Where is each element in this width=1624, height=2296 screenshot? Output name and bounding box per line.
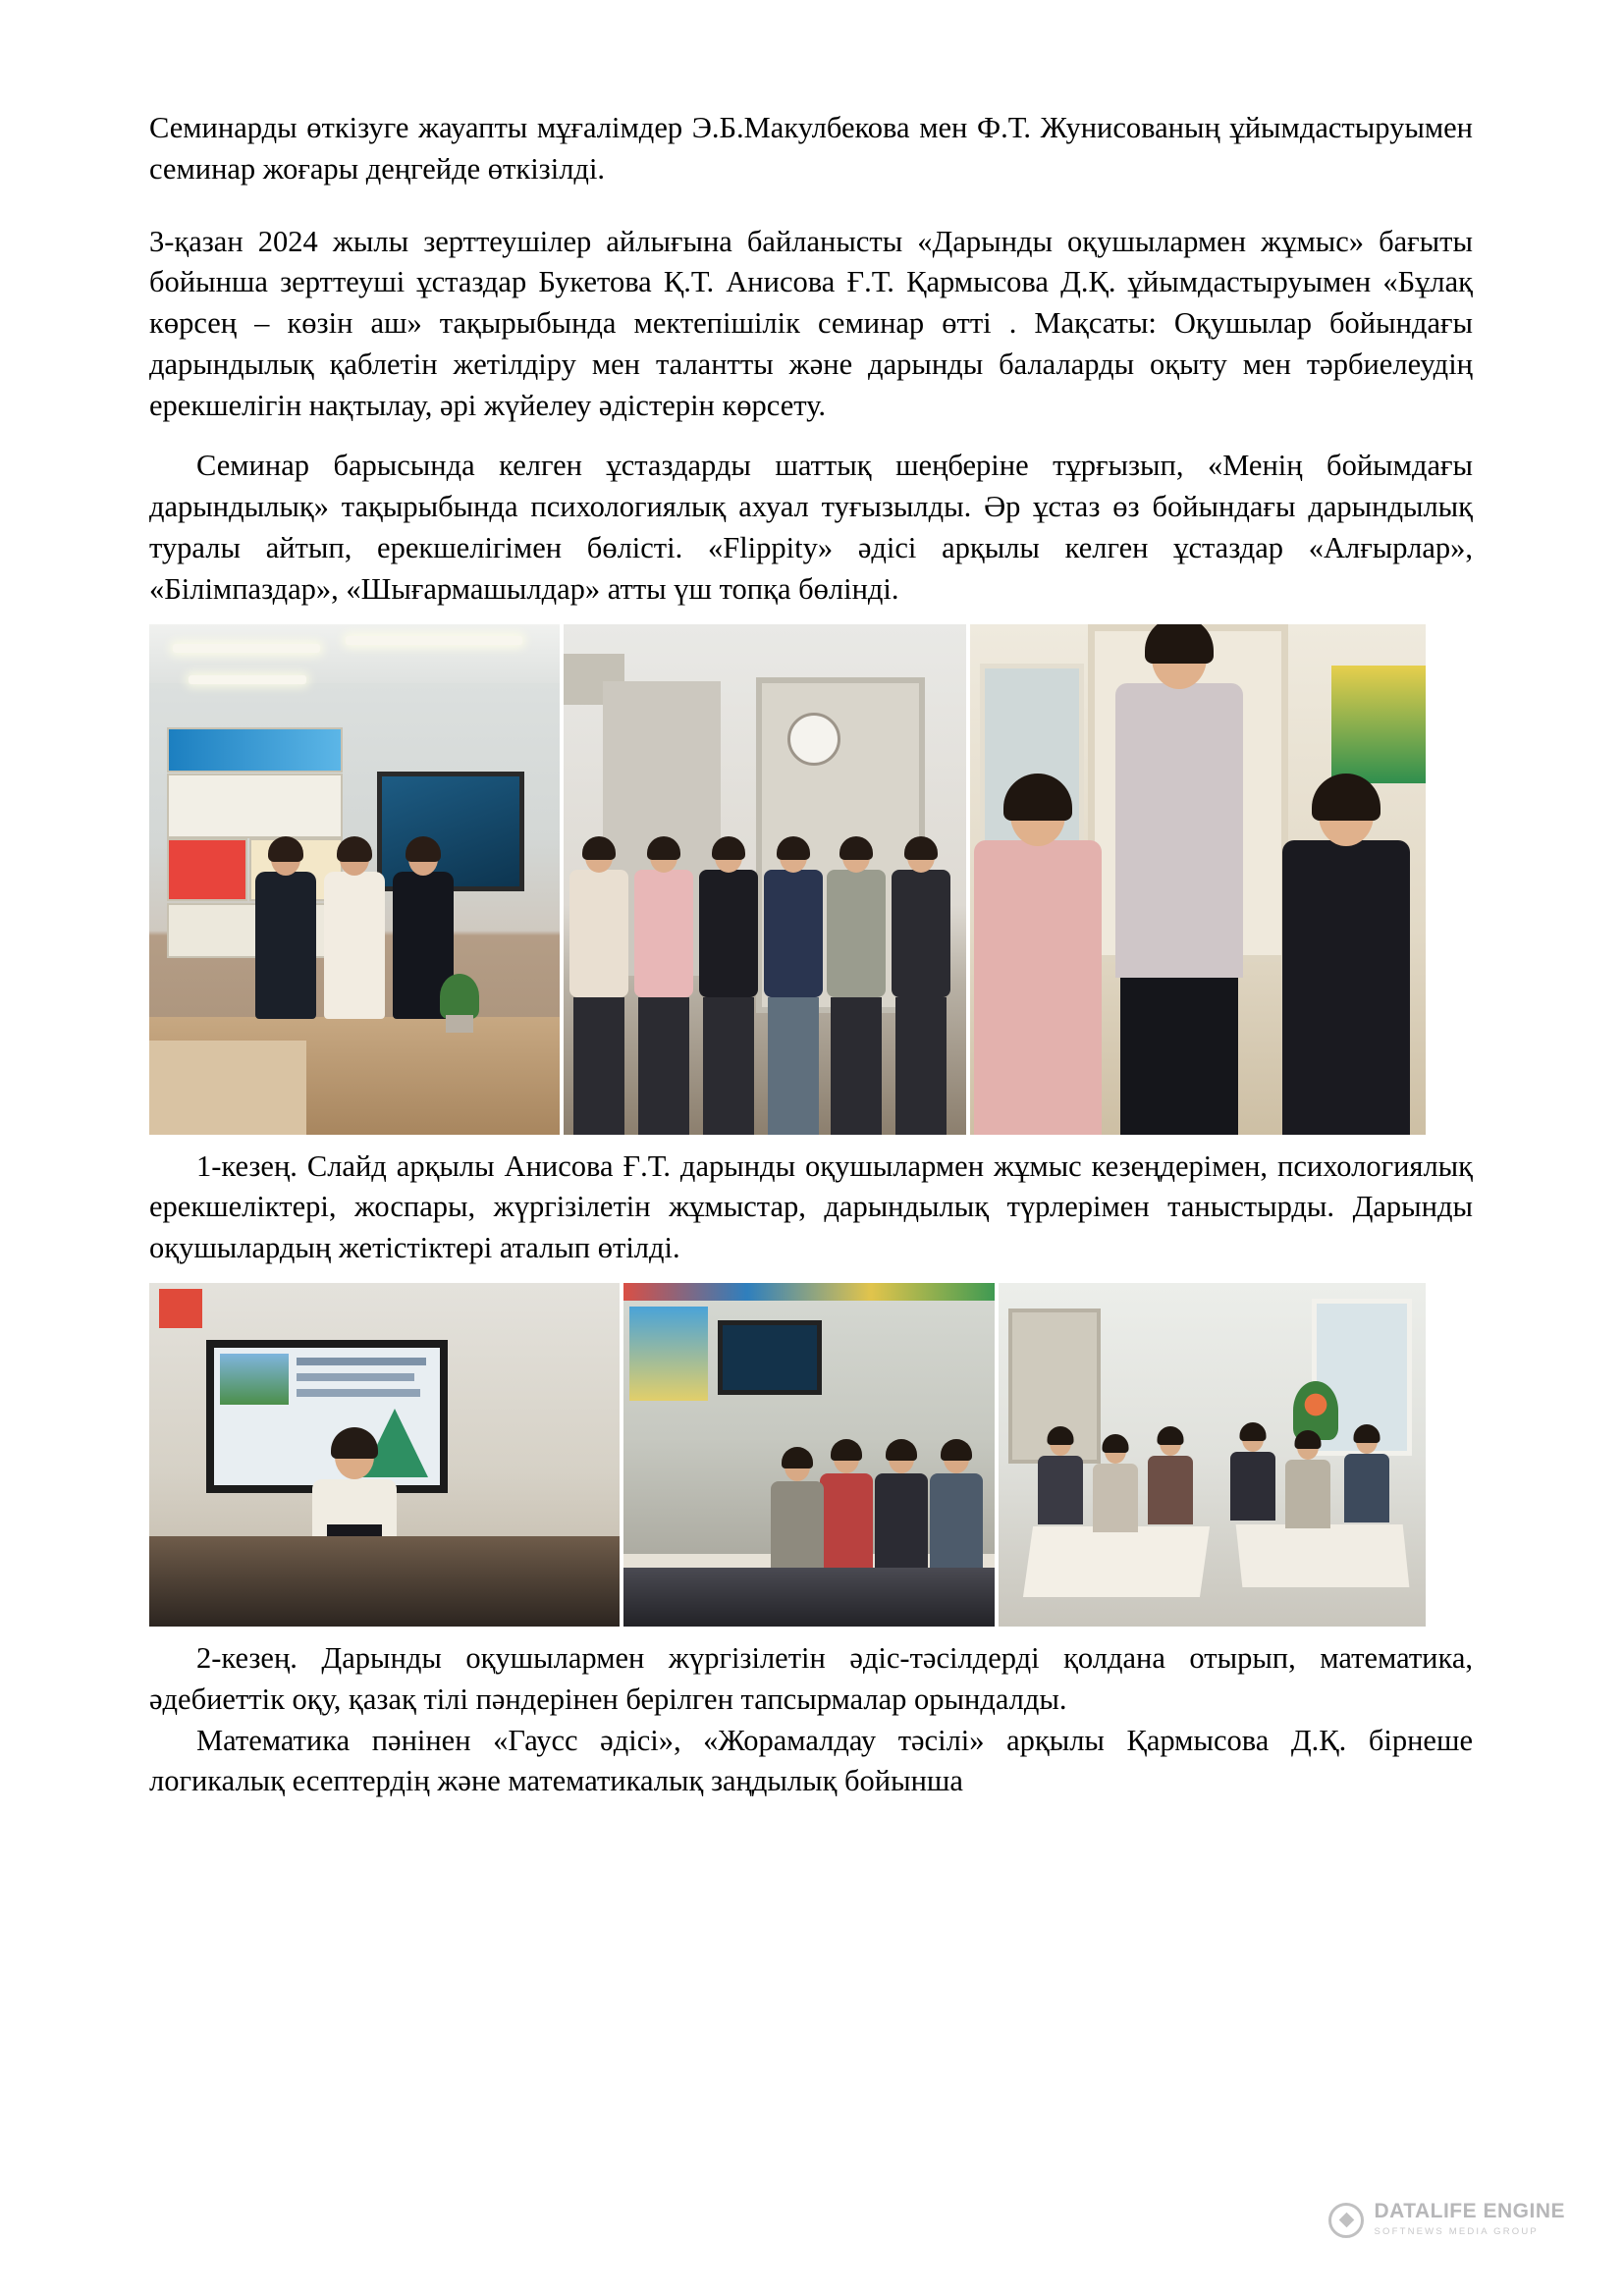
- paragraph-math-methods: Математика пәнінен «Гаусс әдісі», «Жорамалдау тәсілі» арқылы Қармысова Д.Қ. бірнеше логикалық есептердің және математикалық заңдылық бойынша: [149, 1723, 1473, 1798]
- photo-three-teachers: [970, 624, 1426, 1135]
- photo-strip-1: [149, 624, 1426, 1135]
- watermark: [1328, 2201, 1565, 2239]
- photo-strip-2: [149, 1283, 1426, 1627]
- photo-classroom-presenters: [149, 624, 560, 1135]
- diamond-logo-icon: [1328, 2203, 1364, 2238]
- photo-conference-room: [999, 1283, 1426, 1627]
- paragraph-stage-2: 2-кезең. Дарынды оқушылармен жүргізілетін әдіс-тәсілдерді қолдана отырып, математика, әдебиеттік оқу, қазақ тілі пәндерінен берілген тапсырмалар орындалды.: [149, 1640, 1473, 1716]
- paragraph-stage-1: 1-кезең. Слайд арқылы Анисова Ғ.Т. дарынды оқушылармен жұмыс кезеңдерімен, психологиялық ерекшеліктері, жоспары, жүргізілетін жұмыстар, дарындылық түрлерімен таныстырды. Дарынды оқушылардың жетістіктері аталып өтілді.: [149, 1148, 1473, 1265]
- paragraph-intro: Семинарды өткізуге жауапты мұғалімдер Э.Б.Макулбекова мен Ф.Т. Жунисованың ұйымдастыруымен семинар жоғары деңгейде өткізілді.: [149, 111, 1473, 186]
- document-body: [149, 108, 1473, 1812]
- photo-hallway-teachers: [564, 624, 966, 1135]
- spacer: [149, 200, 1473, 222]
- spacer: [149, 436, 1473, 446]
- watermark-text: [1374, 2201, 1565, 2239]
- watermark-title: DATALIFE ENGINE: [1374, 2200, 1565, 2223]
- paragraph-seminar-process: Семинар барысында келген ұстаздарды шаттық шеңберіне тұрғызып, «Менің бойымдағы дарындылық» тақырыбында психологиялық ахуал туғызылды. Әр ұстаз өз бойындағы дарындылық туралы айтып, ерекшелігімен бөлісті. «Flippity» әдісі арқылы келген ұстаздар «Алғырлар», «Білімпаздар», «Шығармашылдар» атты үш топқа бөлінді.: [149, 449, 1473, 606]
- paragraph-seminar-info: 3-қазан 2024 жылы зерттеушілер айлығына байланысты «Дарынды оқушылармен жұмыс» бағыты бойынша зерттеуші ұстаздар Букетова Қ.Т. Анисова Ғ.Т. Қармысова Д.Қ. ұйымдастыруымен «Бұлақ көрсең – көзін аш» тақырыбында мектепішілік семинар өтті . Мақсаты: Оқушылар бойындағы дарындылық қаблетін жетілдіру мен талантты және дарынды балаларды оқыту мен тәрбиелеудің ерекшелігін нақтылау, әрі жүйелеу әдістерін көрсету.: [149, 224, 1473, 422]
- photo-seated-audience: [623, 1283, 996, 1627]
- photo-teacher-at-board: [149, 1283, 620, 1627]
- watermark-subtitle: SOFTNEWS MEDIA GROUP: [1374, 2226, 1539, 2238]
